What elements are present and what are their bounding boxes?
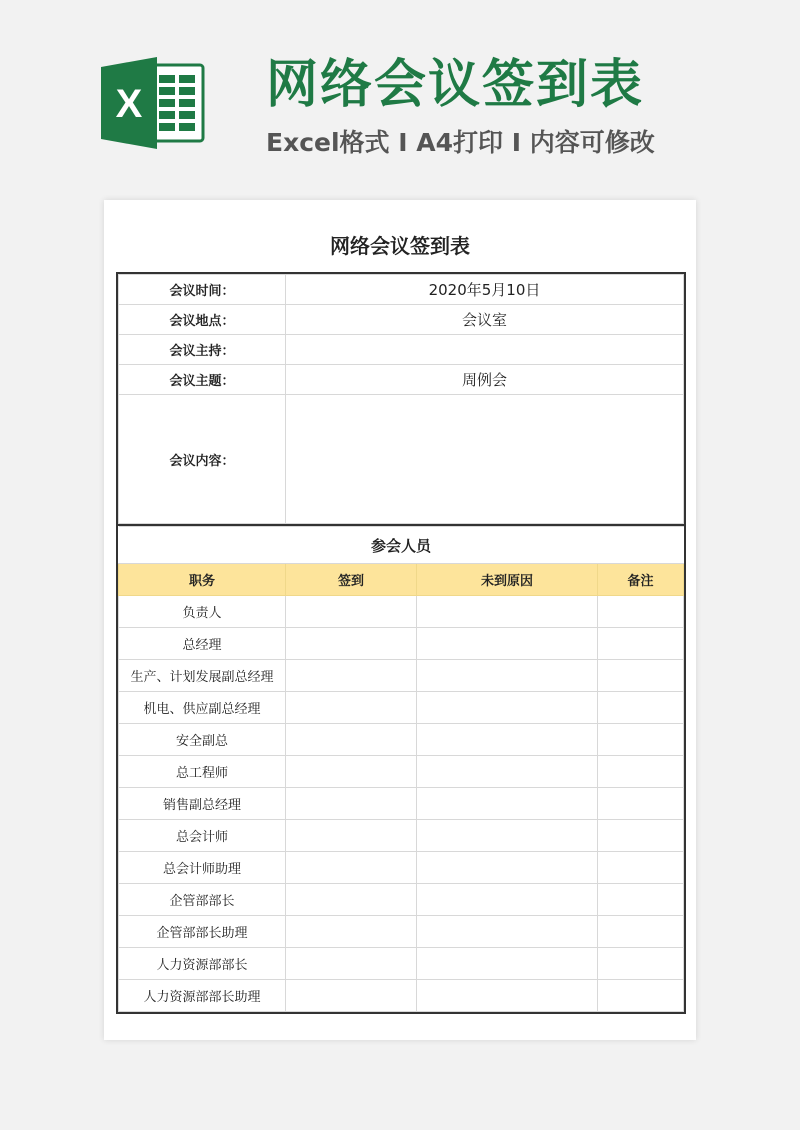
absence-reason-cell[interactable] [417, 660, 598, 692]
position-cell: 机电、供应副总经理 [119, 692, 286, 724]
position-cell: 企管部部长 [119, 884, 286, 916]
column-header-signin: 签到 [286, 564, 417, 596]
excel-logo-icon [101, 57, 205, 149]
signin-cell[interactable] [286, 724, 417, 756]
position-cell: 人力资源部部长助理 [119, 980, 286, 1012]
column-header-position: 职务 [119, 564, 286, 596]
table-row [119, 788, 684, 820]
signin-cell[interactable] [286, 820, 417, 852]
info-label: 会议主题： [119, 365, 286, 395]
position-cell: 安全副总 [119, 724, 286, 756]
banner-title: 网络会议签到表 [266, 55, 645, 115]
signin-cell[interactable] [286, 692, 417, 724]
remarks-cell[interactable] [598, 884, 684, 916]
column-header-absence-reason: 未到原因 [417, 564, 598, 596]
signin-cell[interactable] [286, 916, 417, 948]
signin-cell[interactable] [286, 596, 417, 628]
info-row [119, 275, 684, 305]
position-cell: 人力资源部部长 [119, 948, 286, 980]
info-row [119, 395, 684, 524]
remarks-cell[interactable] [598, 628, 684, 660]
remarks-cell[interactable] [598, 660, 684, 692]
info-value[interactable]: 2020年5月10日 [286, 275, 684, 305]
position-cell: 销售副总经理 [119, 788, 286, 820]
absence-reason-cell[interactable] [417, 820, 598, 852]
remarks-cell[interactable] [598, 788, 684, 820]
position-cell: 负责人 [119, 596, 286, 628]
info-row [119, 305, 684, 335]
table-row [119, 980, 684, 1012]
remarks-cell[interactable] [598, 692, 684, 724]
table-row [119, 884, 684, 916]
info-row [119, 335, 684, 365]
position-cell: 总会计师助理 [119, 852, 286, 884]
remarks-cell[interactable] [598, 916, 684, 948]
remarks-cell[interactable] [598, 980, 684, 1012]
position-cell: 总会计师 [119, 820, 286, 852]
signin-cell[interactable] [286, 884, 417, 916]
info-value[interactable] [286, 395, 684, 524]
absence-reason-cell[interactable] [417, 916, 598, 948]
absence-reason-cell[interactable] [417, 724, 598, 756]
table-row [119, 820, 684, 852]
remarks-cell[interactable] [598, 948, 684, 980]
sign-in-sheet [104, 200, 696, 1040]
absence-reason-cell[interactable] [417, 948, 598, 980]
table-row [119, 692, 684, 724]
logo-letter: X [115, 82, 143, 126]
table-row [119, 724, 684, 756]
info-label: 会议内容： [119, 395, 286, 524]
table-row [119, 916, 684, 948]
remarks-cell[interactable] [598, 596, 684, 628]
absence-reason-cell[interactable] [417, 980, 598, 1012]
absence-reason-cell[interactable] [417, 884, 598, 916]
banner-subtitle: Excel格式 I A4打印 I 内容可修改 [266, 128, 655, 157]
table-row [119, 660, 684, 692]
table-row [119, 948, 684, 980]
remarks-cell[interactable] [598, 820, 684, 852]
absence-reason-cell[interactable] [417, 596, 598, 628]
absence-reason-cell[interactable] [417, 788, 598, 820]
info-value[interactable]: 会议室 [286, 305, 684, 335]
absence-reason-cell[interactable] [417, 852, 598, 884]
info-label: 会议地点： [119, 305, 286, 335]
attendees-section-title: 参会人员 [119, 527, 684, 564]
info-label: 会议时间： [119, 275, 286, 305]
position-cell: 企管部部长助理 [119, 916, 286, 948]
table-row [119, 756, 684, 788]
signin-cell[interactable] [286, 980, 417, 1012]
position-cell: 总工程师 [119, 756, 286, 788]
signin-cell[interactable] [286, 852, 417, 884]
signin-cell[interactable] [286, 756, 417, 788]
column-header-remarks: 备注 [598, 564, 684, 596]
absence-reason-cell[interactable] [417, 628, 598, 660]
position-cell: 生产、计划发展副总经理 [119, 660, 286, 692]
attendees-table [118, 526, 684, 1012]
signin-cell[interactable] [286, 660, 417, 692]
signin-cell[interactable] [286, 628, 417, 660]
table-row [119, 852, 684, 884]
info-row [119, 365, 684, 395]
meeting-info-table [118, 274, 684, 524]
remarks-cell[interactable] [598, 756, 684, 788]
table-row [119, 596, 684, 628]
position-cell: 总经理 [119, 628, 286, 660]
signin-cell[interactable] [286, 948, 417, 980]
column-header-row [119, 564, 684, 596]
signin-cell[interactable] [286, 788, 417, 820]
table-row [119, 628, 684, 660]
info-value[interactable] [286, 335, 684, 365]
document-title: 网络会议签到表 [330, 234, 470, 258]
absence-reason-cell[interactable] [417, 692, 598, 724]
remarks-cell[interactable] [598, 852, 684, 884]
remarks-cell[interactable] [598, 724, 684, 756]
info-value[interactable]: 周例会 [286, 365, 684, 395]
absence-reason-cell[interactable] [417, 756, 598, 788]
info-label: 会议主持： [119, 335, 286, 365]
